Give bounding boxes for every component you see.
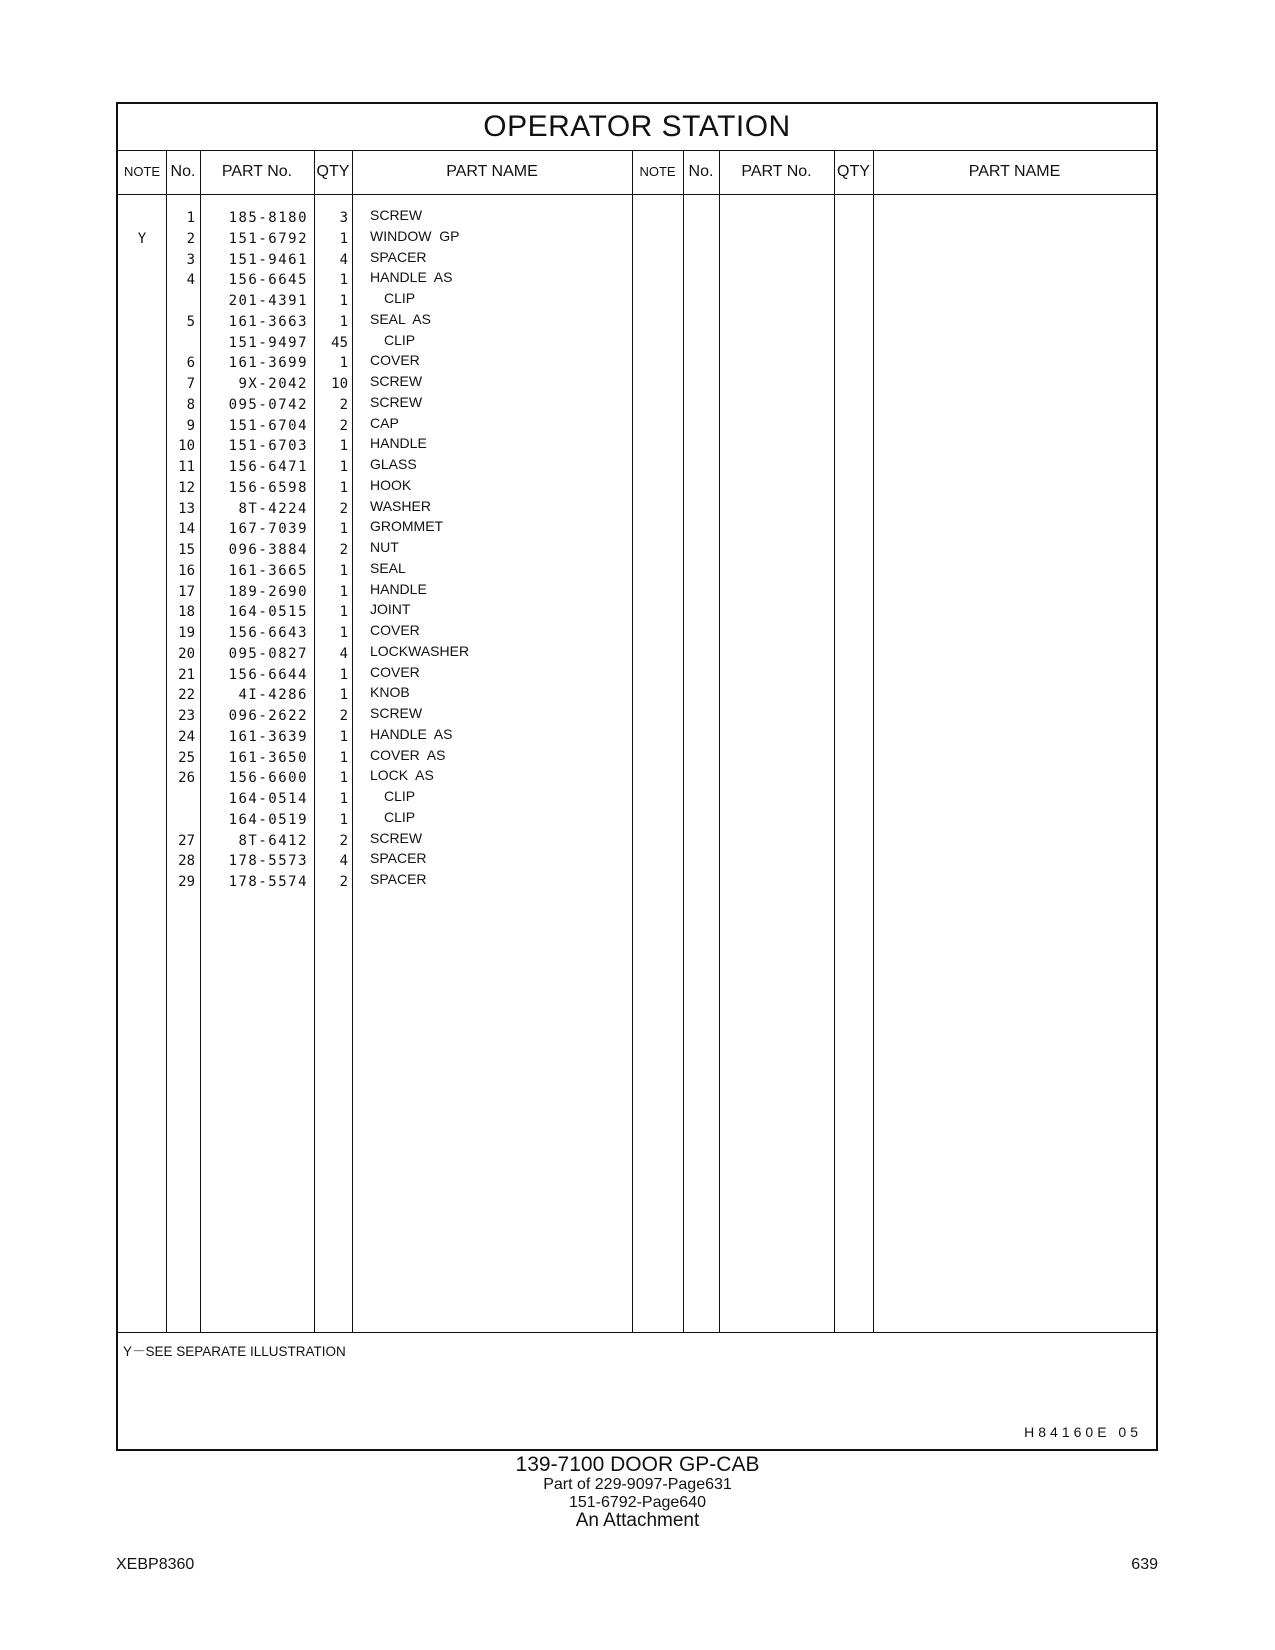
header-part-left: PART No.: [221, 163, 293, 180]
quantity-cell: 45: [331, 334, 348, 351]
part-number-cell: 164-0514: [228, 791, 308, 807]
note-cell: [118, 540, 166, 561]
note-cell: [118, 333, 166, 354]
quantity-cell: 1: [339, 459, 348, 475]
quantity-cell: 2: [339, 417, 348, 434]
quantity-cell: 1: [339, 749, 348, 766]
note-cell: [118, 270, 166, 291]
note-cell: [118, 706, 166, 727]
part-name-cell: SCREW: [370, 829, 423, 846]
quantity-cell: 4: [339, 251, 348, 268]
part-name-cell: HANDLE AS: [370, 269, 453, 286]
part-name-cell: SCREW: [370, 207, 423, 223]
header-qty-right: QTY: [837, 163, 870, 180]
item-number-cell: 4: [186, 272, 195, 289]
part-number-cell: 164-0515: [228, 604, 308, 621]
quantity-cell: 2: [339, 874, 348, 890]
part-number-cell: 161-3665: [228, 562, 308, 579]
header-no-left: No.: [170, 163, 196, 180]
part-number-cell: 095-0742: [228, 396, 308, 413]
note-cell: [118, 872, 166, 893]
part-number-cell: 156-6471: [228, 459, 308, 475]
note-cell: [118, 312, 166, 333]
item-number-cell: 17: [178, 583, 195, 600]
note-cell: [118, 291, 166, 312]
item-number-cell: 23: [178, 708, 195, 724]
part-name-cell: NUT: [370, 539, 399, 555]
part-number-cell: 8T-4224: [238, 500, 308, 517]
quantity-cell: 1: [339, 604, 348, 621]
caption-attachment: An Attachment: [575, 1510, 700, 1531]
item-number-cell: 26: [178, 770, 195, 787]
note-cell: [118, 499, 166, 520]
item-number-cell: 15: [178, 542, 195, 558]
part-name-cell: COVER AS: [370, 746, 446, 763]
part-name-cell: GLASS: [370, 456, 417, 472]
quantity-cell: 1: [339, 666, 348, 683]
item-number-cell: 1: [186, 210, 195, 226]
header-qty-left: QTY: [316, 163, 350, 180]
part-name-cell: SCREW: [370, 705, 423, 721]
part-number-cell: 151-9461: [228, 251, 308, 268]
quantity-cell: 1: [339, 583, 348, 600]
part-name-cell: SEAL AS: [370, 310, 431, 327]
part-name-cell: JOINT: [370, 601, 411, 618]
note-cell: [118, 478, 166, 499]
item-number-cell: 28: [178, 853, 195, 870]
part-number-cell: 156-6643: [228, 625, 308, 641]
note-cell: [118, 831, 166, 852]
item-number-cell: 12: [178, 479, 195, 496]
part-name-cell: KNOB: [370, 684, 410, 701]
table-row: [118, 872, 638, 893]
note-cell: [118, 457, 166, 478]
quantity-cell: 1: [339, 811, 348, 828]
note-cell: [118, 208, 166, 229]
note-cell: [118, 623, 166, 644]
part-number-cell: 156-6644: [228, 666, 308, 683]
quantity-cell: 1: [339, 791, 348, 807]
quantity-cell: 1: [339, 438, 348, 455]
item-number-cell: 13: [178, 500, 195, 517]
item-number-cell: [166, 810, 195, 831]
part-name-cell: COVER: [370, 663, 420, 680]
part-name-cell: CLIP: [384, 808, 416, 825]
part-number-cell: 178-5574: [228, 874, 308, 890]
item-number-cell: [166, 291, 195, 312]
table-title: OPERATOR STATION: [118, 104, 1156, 151]
part-number-cell: 095-0827: [228, 645, 308, 662]
item-number-cell: 21: [178, 666, 195, 683]
note-cell: [118, 665, 166, 686]
part-number-cell: 189-2690: [228, 583, 308, 600]
quantity-cell: 10: [331, 376, 348, 392]
item-number-cell: 8: [186, 396, 195, 413]
caption-reference: 151-6792-Page640: [568, 1494, 706, 1511]
part-number-cell: 4I-4286: [238, 687, 308, 704]
item-number-cell: 29: [178, 874, 195, 890]
item-number-cell: 16: [178, 562, 195, 579]
quantity-cell: 1: [339, 272, 348, 289]
drawing-code: H84160E 05: [1024, 1424, 1142, 1440]
part-number-cell: 167-7039: [228, 521, 308, 538]
part-number-cell: 178-5573: [228, 853, 308, 870]
page-number: 639: [1131, 1556, 1158, 1573]
part-number-cell: 096-3884: [228, 542, 308, 558]
quantity-cell: 1: [339, 313, 348, 330]
caption-title: 139-7100 DOOR GP-CAB: [515, 1453, 760, 1476]
part-number-cell: 151-9497: [228, 334, 308, 351]
item-number-cell: 6: [186, 355, 195, 372]
item-number-cell: 27: [178, 832, 195, 849]
document-id: XEBP8360: [116, 1556, 195, 1573]
part-name-cell: CLIP: [384, 290, 416, 306]
part-number-cell: 201-4391: [228, 293, 308, 309]
note-cell: [118, 748, 166, 769]
part-name-cell: LOCK AS: [370, 767, 434, 784]
header-no-right: No.: [688, 163, 714, 180]
part-name-cell: WASHER: [370, 497, 431, 514]
quantity-cell: 2: [339, 708, 348, 724]
item-number-cell: 20: [178, 645, 195, 662]
part-number-cell: 156-6645: [228, 272, 308, 289]
part-name-cell: CAP: [370, 414, 399, 431]
quantity-cell: 1: [339, 355, 348, 372]
part-name-cell: LOCKWASHER: [370, 642, 470, 659]
part-name-cell: HANDLE: [370, 435, 427, 452]
note-cell: Y: [137, 230, 147, 247]
parts-table-frame: [116, 102, 1158, 1451]
item-number-cell: 22: [178, 687, 195, 704]
part-number-cell: 151-6703: [228, 438, 308, 455]
note-cell: [118, 519, 166, 540]
item-number-cell: 5: [186, 313, 195, 330]
note-cell: [118, 789, 166, 810]
item-number-cell: 10: [178, 438, 195, 455]
note-cell: [118, 810, 166, 831]
note-cell: [118, 416, 166, 437]
note-cell: [118, 851, 166, 872]
note-cell: [118, 602, 166, 623]
part-name-cell: WINDOW GP: [370, 227, 460, 244]
quantity-cell: 4: [339, 853, 348, 870]
item-number-cell: 3: [186, 251, 195, 268]
note-cell: [118, 685, 166, 706]
part-number-cell: 9X-2042: [238, 376, 308, 392]
quantity-cell: 1: [339, 687, 348, 704]
part-name-cell: COVER: [370, 622, 420, 638]
item-number-cell: 19: [178, 625, 195, 641]
note-cell: [118, 436, 166, 457]
footnote: Y－SEE SEPARATE ILLUSTRATION: [123, 1344, 346, 1359]
quantity-cell: 1: [339, 728, 348, 745]
quantity-cell: 4: [339, 645, 348, 662]
note-cell: [118, 644, 166, 665]
part-name-cell: SEAL: [370, 559, 406, 576]
part-number-cell: 096-2622: [228, 708, 308, 724]
item-number-cell: 11: [178, 459, 195, 475]
note-cell: [118, 582, 166, 603]
header-name-right: PART NAME: [968, 163, 1061, 180]
quantity-cell: 2: [339, 396, 348, 413]
part-number-cell: 8T-6412: [238, 832, 308, 849]
item-number-cell: [166, 333, 195, 354]
part-name-cell: SPACER: [370, 248, 427, 265]
part-name-cell: CLIP: [384, 788, 416, 804]
table-header: [118, 150, 1156, 195]
header-note-right: NOTE: [639, 164, 676, 179]
quantity-cell: 1: [339, 230, 348, 247]
part-name-cell: SPACER: [370, 871, 427, 887]
part-name-cell: HOOK: [370, 476, 412, 493]
note-cell: [118, 561, 166, 582]
note-cell: [118, 250, 166, 271]
part-number-cell: 161-3650: [228, 749, 308, 766]
part-number-cell: 151-6704: [228, 417, 308, 434]
note-cell: [118, 374, 166, 395]
part-number-cell: 151-6792: [228, 230, 308, 247]
footer-divider: [118, 1332, 1156, 1333]
item-number-cell: 7: [186, 376, 195, 392]
quantity-cell: 2: [339, 832, 348, 849]
quantity-cell: 1: [339, 521, 348, 538]
note-cell: [118, 395, 166, 416]
note-cell: [118, 353, 166, 374]
part-number-cell: 156-6600: [228, 770, 308, 787]
quantity-cell: 1: [339, 293, 348, 309]
item-number-cell: 25: [178, 749, 195, 766]
part-name-cell: HANDLE: [370, 580, 427, 597]
part-number-cell: 156-6598: [228, 479, 308, 496]
header-part-right: PART No.: [741, 163, 812, 180]
item-number-cell: 24: [178, 728, 195, 745]
part-number-cell: 164-0519: [228, 811, 308, 828]
quantity-cell: 3: [339, 210, 348, 226]
item-number-cell: 9: [186, 417, 195, 434]
part-name-cell: GROMMET: [370, 518, 444, 535]
quantity-cell: 1: [339, 562, 348, 579]
header-name-left: PART NAME: [446, 163, 538, 180]
quantity-cell: 1: [339, 479, 348, 496]
part-number-cell: 185-8180: [228, 210, 308, 226]
part-name-cell: HANDLE AS: [370, 725, 453, 742]
item-number-cell: 2: [186, 230, 195, 247]
quantity-cell: 1: [339, 770, 348, 787]
part-name-cell: SCREW: [370, 393, 423, 410]
part-name-cell: COVER: [370, 352, 420, 369]
note-cell: [118, 727, 166, 748]
item-number-cell: 14: [178, 521, 195, 538]
caption-part-of: Part of 229-9097-Page631: [543, 1476, 732, 1493]
note-cell: [118, 768, 166, 789]
part-name-cell: SPACER: [370, 850, 427, 867]
part-number-cell: 161-3663: [228, 313, 308, 330]
item-number-cell: 18: [178, 604, 195, 621]
quantity-cell: 1: [339, 625, 348, 641]
part-number-cell: 161-3699: [228, 355, 308, 372]
item-number-cell: [166, 789, 195, 810]
quantity-cell: 2: [339, 500, 348, 517]
part-name-cell: CLIP: [384, 331, 416, 348]
part-name-cell: SCREW: [370, 373, 423, 389]
header-note-left: NOTE: [123, 164, 161, 179]
table-body: [118, 194, 1156, 1332]
quantity-cell: 2: [339, 542, 348, 558]
part-number-cell: 161-3639: [228, 728, 308, 745]
